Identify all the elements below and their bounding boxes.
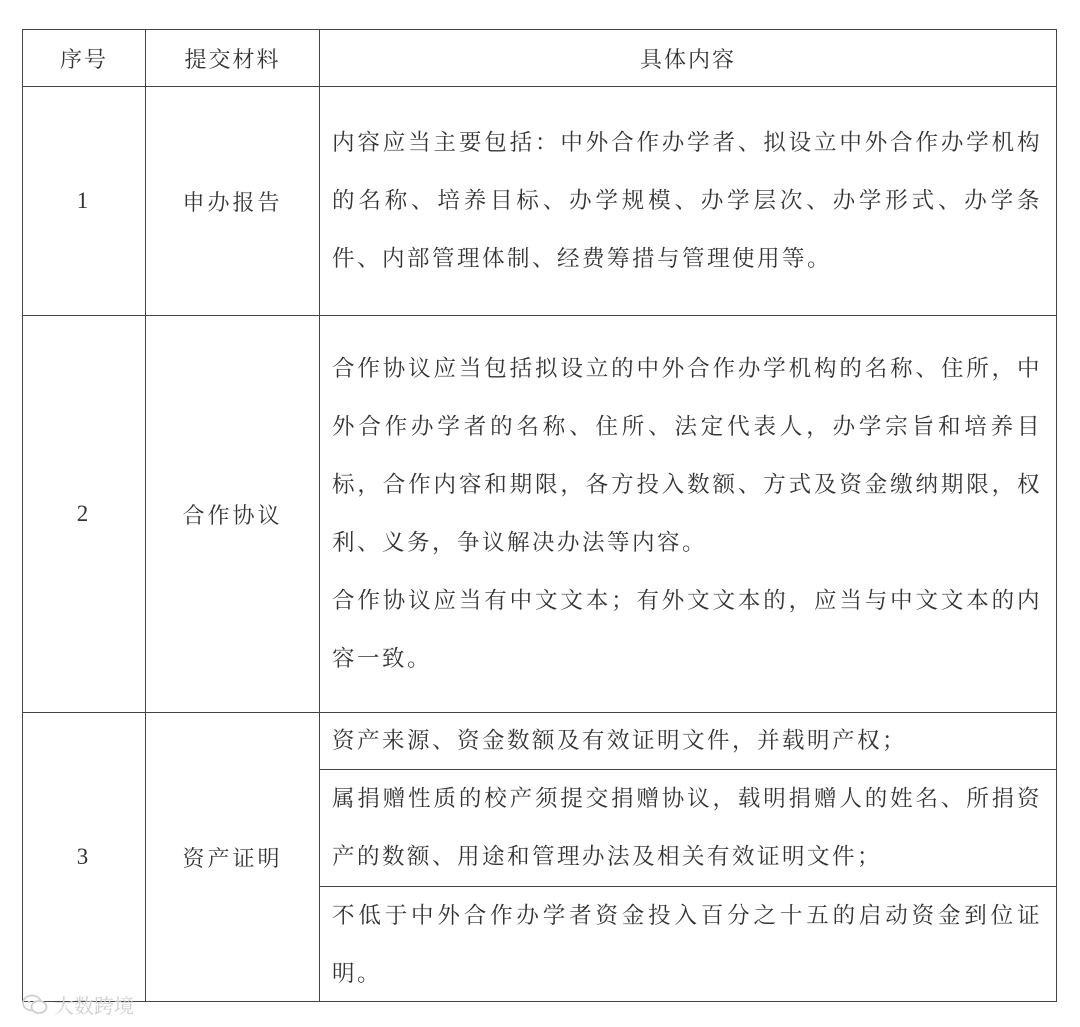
row-material: 资产证明 — [146, 713, 320, 1002]
table-header-row — [23, 30, 1057, 87]
header-material: 提交材料 — [146, 30, 320, 87]
table-row — [23, 316, 1057, 713]
wechat-logo-icon — [22, 994, 48, 1016]
row-content — [320, 713, 1057, 1002]
row-content — [320, 316, 1057, 713]
content-paragraph: 合作协议应当包括拟设立的中外合作办学机构的名称、住所，中外合作办学者的名称、住所、法定代表人，办学宗旨和培养目标，合作内容和期限，各方投入数额、方式及资金缴纳期限，权利、义务，争议解决办法等内容。 — [332, 356, 1042, 556]
row-material: 合作协议 — [146, 316, 320, 713]
content-subitem: 不低于中外合作办学者资金投入百分之十五的启动资金到位证明。 — [332, 903, 1042, 987]
content-subitem: 资产来源、资金数额及有效证明文件，并载明产权； — [332, 728, 908, 754]
row-number: 2 — [23, 316, 146, 713]
table-row — [23, 713, 1057, 1002]
materials-table — [22, 29, 1057, 1002]
watermark-text: 大数跨境 — [54, 994, 134, 1018]
watermark — [22, 990, 134, 1019]
row-material: 申办报告 — [146, 87, 320, 316]
content-paragraph: 内容应当主要包括：中外合作办学者、拟设立中外合作办学机构的名称、培养目标、办学规模、办学层次、办学形式、办学条件、内部管理体制、经费筹措与管理使用等。 — [332, 130, 1042, 272]
row-number: 3 — [23, 713, 146, 1002]
content-subitem: 属捐赠性质的校产须提交捐赠协议，载明捐赠人的姓名、所捐资产的数额、用途和管理办法及相关有效证明文件； — [320, 769, 1056, 887]
row-content — [320, 87, 1057, 316]
row-number: 1 — [23, 87, 146, 316]
header-content: 具体内容 — [320, 30, 1057, 87]
header-number: 序号 — [23, 30, 146, 87]
table-row — [23, 87, 1057, 316]
content-paragraph: 合作协议应当有中文文本；有外文文本的，应当与中文文本的内容一致。 — [332, 588, 1042, 672]
